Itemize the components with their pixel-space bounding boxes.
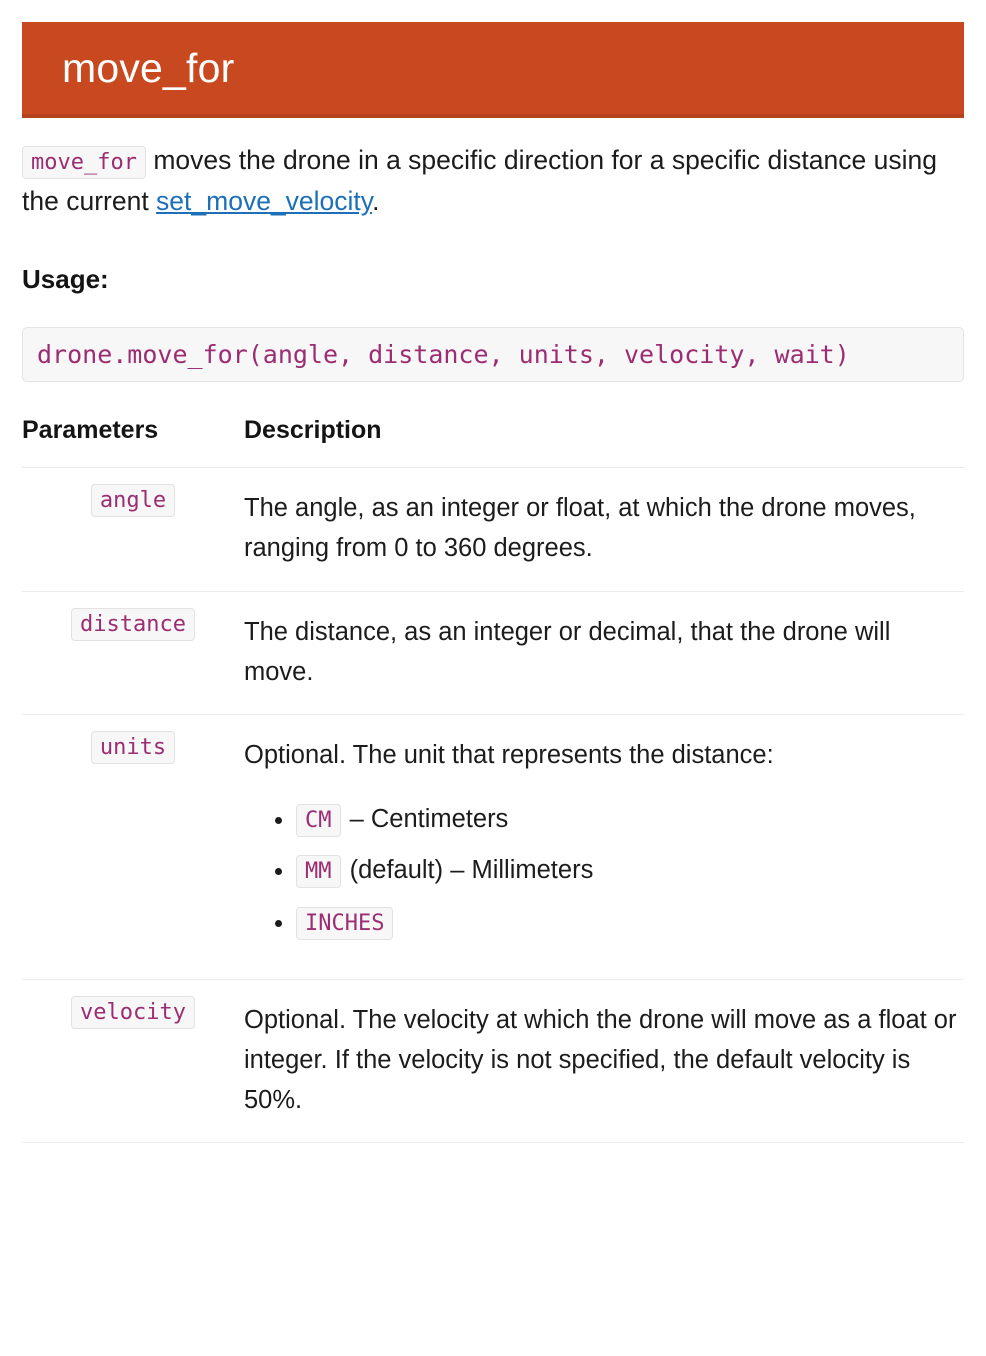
page-title: move_for	[62, 44, 235, 91]
param-code-angle: angle	[91, 484, 175, 517]
usage-heading: Usage:	[22, 264, 109, 295]
param-code-units: units	[91, 731, 175, 764]
unit-label-cm: – Centimeters	[342, 804, 509, 833]
param-description-cell: The distance, as an integer or decimal, that the drone will move.	[244, 591, 964, 715]
intro-code-token: move_for	[22, 146, 146, 179]
unit-label-mm: (default) – Millimeters	[342, 856, 594, 885]
param-description-cell: The angle, as an integer or float, at which the drone moves, ranging from 0 to 360 degrees.	[244, 468, 964, 592]
doc-content	[0, 140, 986, 1143]
param-description-cell	[244, 715, 964, 979]
intro-text-after-link: .	[372, 186, 380, 217]
table-header-parameters: Parameters	[22, 416, 244, 468]
list-item	[296, 802, 964, 838]
param-name-cell	[22, 591, 244, 715]
param-code-distance: distance	[71, 608, 195, 641]
unit-code-cm: CM	[296, 804, 341, 837]
units-options-list	[244, 802, 964, 941]
intro-text-before-link: moves the drone in a specific direction for a specific distance using the current	[22, 145, 937, 217]
param-name-cell	[22, 979, 244, 1143]
table-row	[22, 468, 964, 592]
set-move-velocity-link[interactable]: set_move_velocity	[156, 186, 373, 217]
page-header-banner	[22, 22, 964, 118]
param-name-cell	[22, 715, 244, 979]
param-code-velocity: velocity	[71, 996, 195, 1029]
param-description-cell: Optional. The velocity at which the drone will move as a float or integer. If the velocity is not specified, the default velocity is 50%.	[244, 979, 964, 1143]
intro-paragraph	[22, 140, 964, 222]
unit-code-mm: MM	[296, 855, 341, 888]
list-item	[296, 853, 964, 889]
unit-code-inches: INCHES	[296, 907, 393, 940]
doc-page	[0, 22, 986, 1356]
table-header-description: Description	[244, 416, 964, 468]
table-row	[22, 715, 964, 979]
parameters-table	[22, 416, 964, 1143]
table-row	[22, 979, 964, 1143]
list-item	[296, 905, 964, 941]
usage-code-block: drone.move_for(angle, distance, units, velocity, wait)	[22, 327, 964, 382]
table-header-row	[22, 416, 964, 468]
table-row	[22, 591, 964, 715]
units-description-text: Optional. The unit that represents the distance:	[244, 741, 774, 770]
param-name-cell	[22, 468, 244, 592]
